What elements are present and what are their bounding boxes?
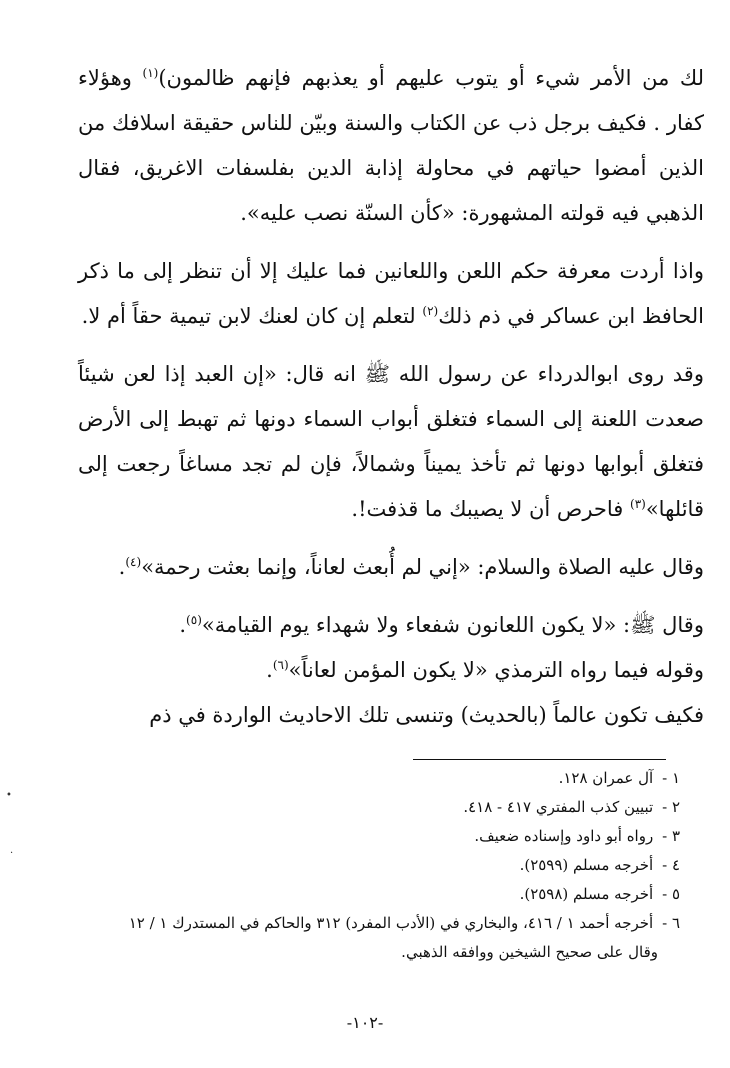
- footnote-2: ٢ - تبيين كذب المفتري ٤١٧ - ٤١٨.: [463, 798, 680, 816]
- page-number: -١٠٢-: [346, 1013, 384, 1032]
- footnote-6-continuation: وقال على صحيح الشيخين ووافقه الذهبي.: [401, 943, 658, 961]
- footnote-6: ٦ - أخرجه أحمد ١ / ٤١٦، والبخاري في (الأدب المفرد) ٣١٢ والحاكم في المستدرك ١ / ١٢: [128, 914, 680, 932]
- footnote-3: ٣ - رواه أبو داود وإسناده ضعيف.: [474, 827, 680, 845]
- scan-speck: •: [6, 790, 12, 801]
- scan-speck: ·: [10, 848, 14, 859]
- footnote-separator: [413, 759, 666, 760]
- paragraph-7: فكيف تكون عالماً (بالحديث) وتنسى تلك الاحاديث الواردة في ذم: [149, 703, 704, 727]
- footnote-ref-5: (٥): [186, 613, 202, 627]
- footnote-ref-4: (٤): [125, 555, 142, 569]
- paragraph-6: وقوله فيما رواه الترمذي «لا يكون المؤمن لعاناً»$^{(٦)}$.: [266, 658, 704, 682]
- paragraph-4: وقال عليه الصلاة والسلام: «إني لم أُبعث لعاناً، وإنما بعثت رحمة»$^{(٤)}$.: [118, 555, 704, 579]
- footnote-ref-3: (٣): [630, 497, 646, 511]
- footnote-4: ٤ - أخرجه مسلم (٢٥٩٩).: [519, 856, 680, 874]
- footnotes: [90, 764, 680, 966]
- footnote-ref-1: (١): [142, 66, 159, 80]
- paragraph-2: واذا أردت معرفة حكم اللعن واللعانين فما عليك إلا أن تنظر إلى ما ذكر الحافظ ابن عساكر في ذم ذلك$^{(٢)}$ لتعلم إن كان لعنك لابن تيمية حقاً أم لا.: [78, 259, 704, 328]
- main-text: [78, 56, 704, 738]
- paragraph-1: لك من الأمر شيء أو يتوب عليهم أو يعذبهم فإنهم ظالمون)$^{(١)}$ وهؤلاء كفار . فكيف برجل ذب عن الكتاب والسنة وبيّن للناس حقيقة اسلافك من الذين أمضوا حياتهم في محاولة إذابة الدين بفلسفات الاغريق، فقال الذهبي فيه قولته المشهورة: «كأن السنّة نصب عليه».: [78, 66, 705, 225]
- footnote-1: ١ - آل عمران ١٢٨.: [558, 769, 680, 787]
- footnote-ref-2: (٢): [422, 304, 439, 318]
- footnote-5: ٥ - أخرجه مسلم (٢٥٩٨).: [519, 885, 680, 903]
- paragraph-3: وقد روى ابوالدرداء عن رسول الله ﷺ انه قال: «إن العبد إذا لعن شيئاً صعدت اللعنة إلى السماء فتغلق أبواب السماء دونها ثم تهبط إلى الأرض فتغلق أبوابها دونها ثم تأخذ يميناً وشمالاً، فإن لم تجد مساغاً رجعت إلى قائلها»$^{(٣)}$ فاحرص أن لا يصيبك ما قذفت!.: [78, 362, 704, 521]
- paragraph-5: وقال ﷺ: «لا يكون اللعانون شفعاء ولا شهداء يوم القيامة»$^{(٥)}$.: [179, 613, 704, 637]
- footnote-ref-6: (٦): [272, 658, 289, 672]
